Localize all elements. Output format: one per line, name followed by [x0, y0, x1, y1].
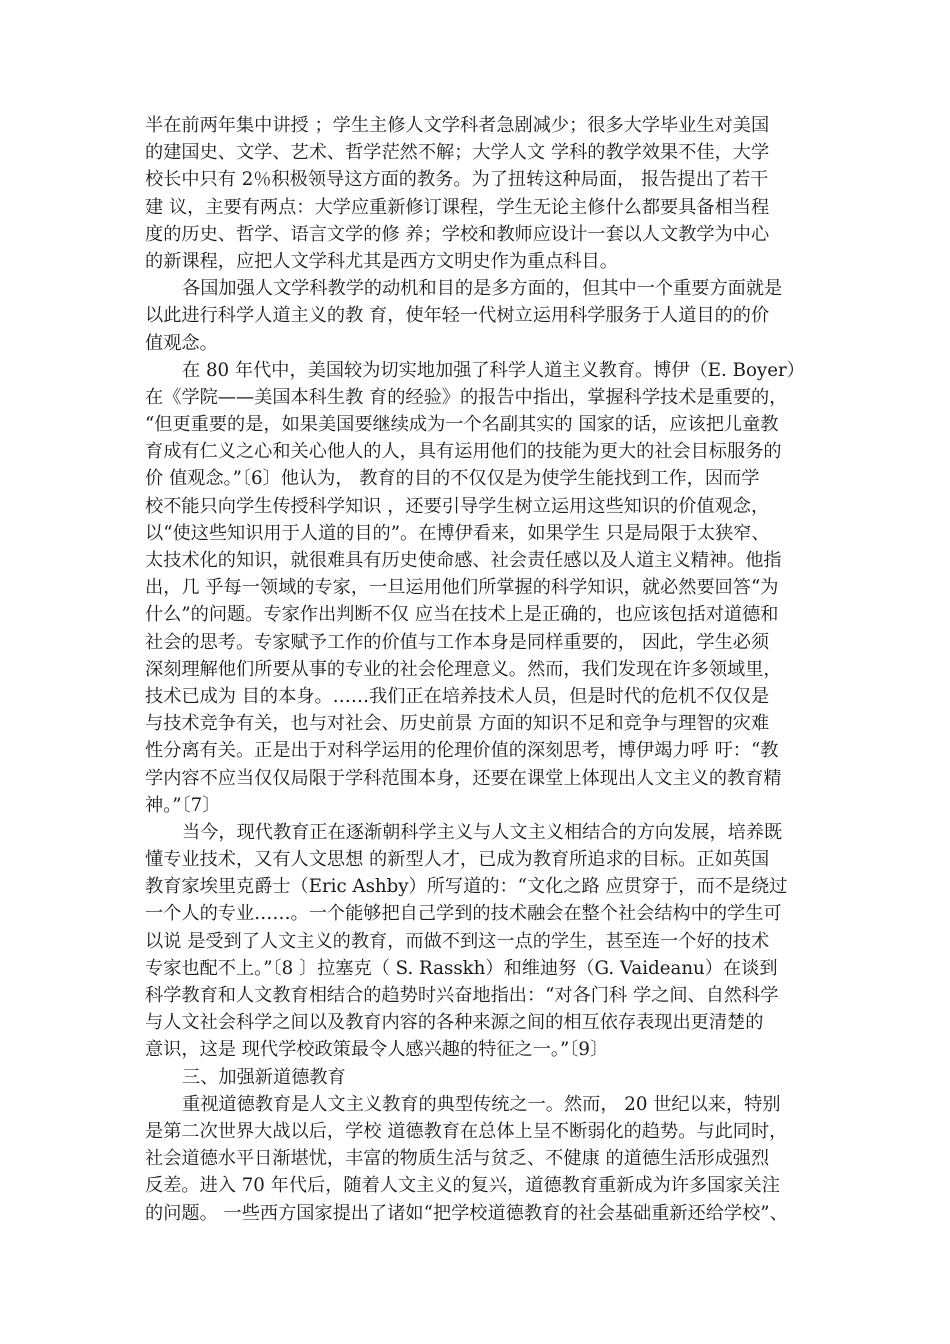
- text-line: 值观念。: [145, 332, 218, 354]
- text-line: 一个人的专业……。一个能够把自己学到的技术融会在整个社会结构中的学生可: [145, 903, 782, 925]
- text-line: 意识，这是 现代学校政策最令人感兴趣的特征之一。”〔9〕: [145, 1039, 609, 1061]
- text-line: 专家也配不上。”〔8 〕拉塞克（ S. Rasskh）和维迪努（G. Vaideanu）在谈到: [145, 957, 778, 979]
- text-line: 价 值观念。”〔6〕他认为， 教育的目的不仅仅是为使学生能找到工作，因而学: [145, 468, 760, 490]
- text-line: 技术已成为 目的本身。……我们正在培养技术人员，但是时代的危机不仅仅是: [145, 685, 770, 707]
- text-line: 三、加强新道德教育: [182, 1066, 346, 1088]
- text-line: 教育家埃里克爵士（Eric Ashby）所写道的：“文化之路 应贯穿于，而不是绕过: [145, 876, 788, 898]
- text-line: 反差。进入 70 年代后，随着人文主义的复兴，道德教育重新成为许多国家关注: [145, 1175, 780, 1197]
- text-line: 社会道德水平日渐堪忧，丰富的物质生活与贫乏、不健康 的道德生活形成强烈: [145, 1148, 770, 1170]
- text-line: 在《学院——美国本科生教 育的经验》的报告中指出，掌握科学技术是重要的，: [145, 386, 788, 408]
- text-line: 与技术竞争有关，也与对社会、历史前景 方面的知识不足和竞争与理智的灾难: [145, 713, 770, 735]
- text-line: 太技术化的知识，就很难具有历史使命感、社会责任感以及人道主义精神。他指: [145, 550, 782, 571]
- text-line: 半在前两年集中讲授 ；学生主修人文学科者急剧减少；很多大学毕业生对美国: [145, 115, 770, 136]
- text-line: 的建国史、文学、艺术、哲学茫然不解；大学人文 学科的教学效果不佳，大学: [145, 142, 770, 164]
- text-line: 重视道德教育是人文主义教育的典型传统之一。然而， 20 世纪以来，特别: [182, 1093, 781, 1115]
- text-line: 出，几 乎每一领域的专家，一旦运用他们所掌握的科学知识，就必然要回答“为: [145, 577, 779, 599]
- text-line: 神。”〔7〕: [145, 794, 221, 816]
- text-line: 什么”的问题。专家作出判断不仅 应当在技术上是正确的，也应该包括对道德和: [145, 604, 779, 626]
- document-body: [145, 112, 807, 1227]
- text-line: 建 议，主要有两点：大学应重新修订课程，学生无论主修什么都要具备相当程: [145, 196, 770, 218]
- text-line: 以“使这些知识用于人道的目的”。在博伊看来，如果学生 只是局限于太狭窄、: [145, 522, 770, 544]
- text-line: 以此进行科学人道主义的教 育，使年轻一代树立运用科学服务于人道目的的价: [145, 305, 770, 327]
- text-line: 是第二次世界大战以后，学校 道德教育在总体上呈不断弱化的趋势。与此同时，: [145, 1120, 788, 1142]
- text-line: 以说 是受到了人文主义的教育，而做不到这一点的学生，甚至连一个好的技术: [145, 930, 770, 952]
- text-line: 懂专业技术，又有人文思想 的新型人才，已成为教育所追求的目标。正如英国: [145, 849, 770, 871]
- text-line: 度的历史、哲学、语言文学的修 养；学校和教师应设计一套以人文教学为中心: [145, 223, 770, 245]
- text-line: 当今，现代教育正在逐渐朝科学主义与人文主义相结合的方向发展，培养既: [182, 821, 783, 843]
- text-line: 科学教育和人文教育相结合的趋势时兴奋地指出：“对各门科 学之间、自然科学: [145, 985, 779, 1006]
- text-line: 与人文社会科学之间以及教育内容的各种来源之间的相互依存表现出更清楚的: [145, 1012, 764, 1034]
- text-line: 校不能只向学生传授科学知识 ，还要引导学生树立运用这些知识的价值观念，: [145, 495, 770, 517]
- text-line: 各国加强人文学科教学的动机和目的是多方面的，但其中一个重要方面就是: [182, 278, 783, 300]
- text-line: 在 80 年代中，美国较为切实地加强了科学人道主义教育。博伊（E. Boyer）: [182, 359, 805, 381]
- text-line: “但更重要的是，如果美国要继续成为一个名副其实的 国家的话，应该把儿童教: [145, 414, 779, 436]
- text-line: 的新课程，应把人文学科尤其是西方文明史作为重点科目。: [145, 250, 618, 272]
- text-line: 校长中只有 2％积极领导这方面的教务。为了扭转这种局面， 报告提出了若干: [145, 169, 769, 191]
- text-line: 社会的思考。专家赋予工作的价值与工作本身是同样重要的， 因此，学生必须: [145, 631, 770, 653]
- text-line: 学内容不应当仅仅局限于学科范围本身，还要在课堂上体现出人文主义的教育精: [145, 767, 782, 789]
- text-line: 深刻理解他们所要从事的专业的社会伦理意义。然而，我们发现在许多领域里，: [145, 658, 782, 680]
- text-line: 育成有仁义之心和关心他人的人，具有运用他们的技能为更大的社会目标服务的: [145, 441, 782, 463]
- text-line: 性分离有关。正是出于对科学运用的伦理价值的深刻思考，博伊竭力呼 吁：“教: [145, 740, 779, 762]
- text-line: 的问题。 一些西方国家提出了诸如“把学校道德教育的社会基础重新还给学校”、: [145, 1202, 788, 1224]
